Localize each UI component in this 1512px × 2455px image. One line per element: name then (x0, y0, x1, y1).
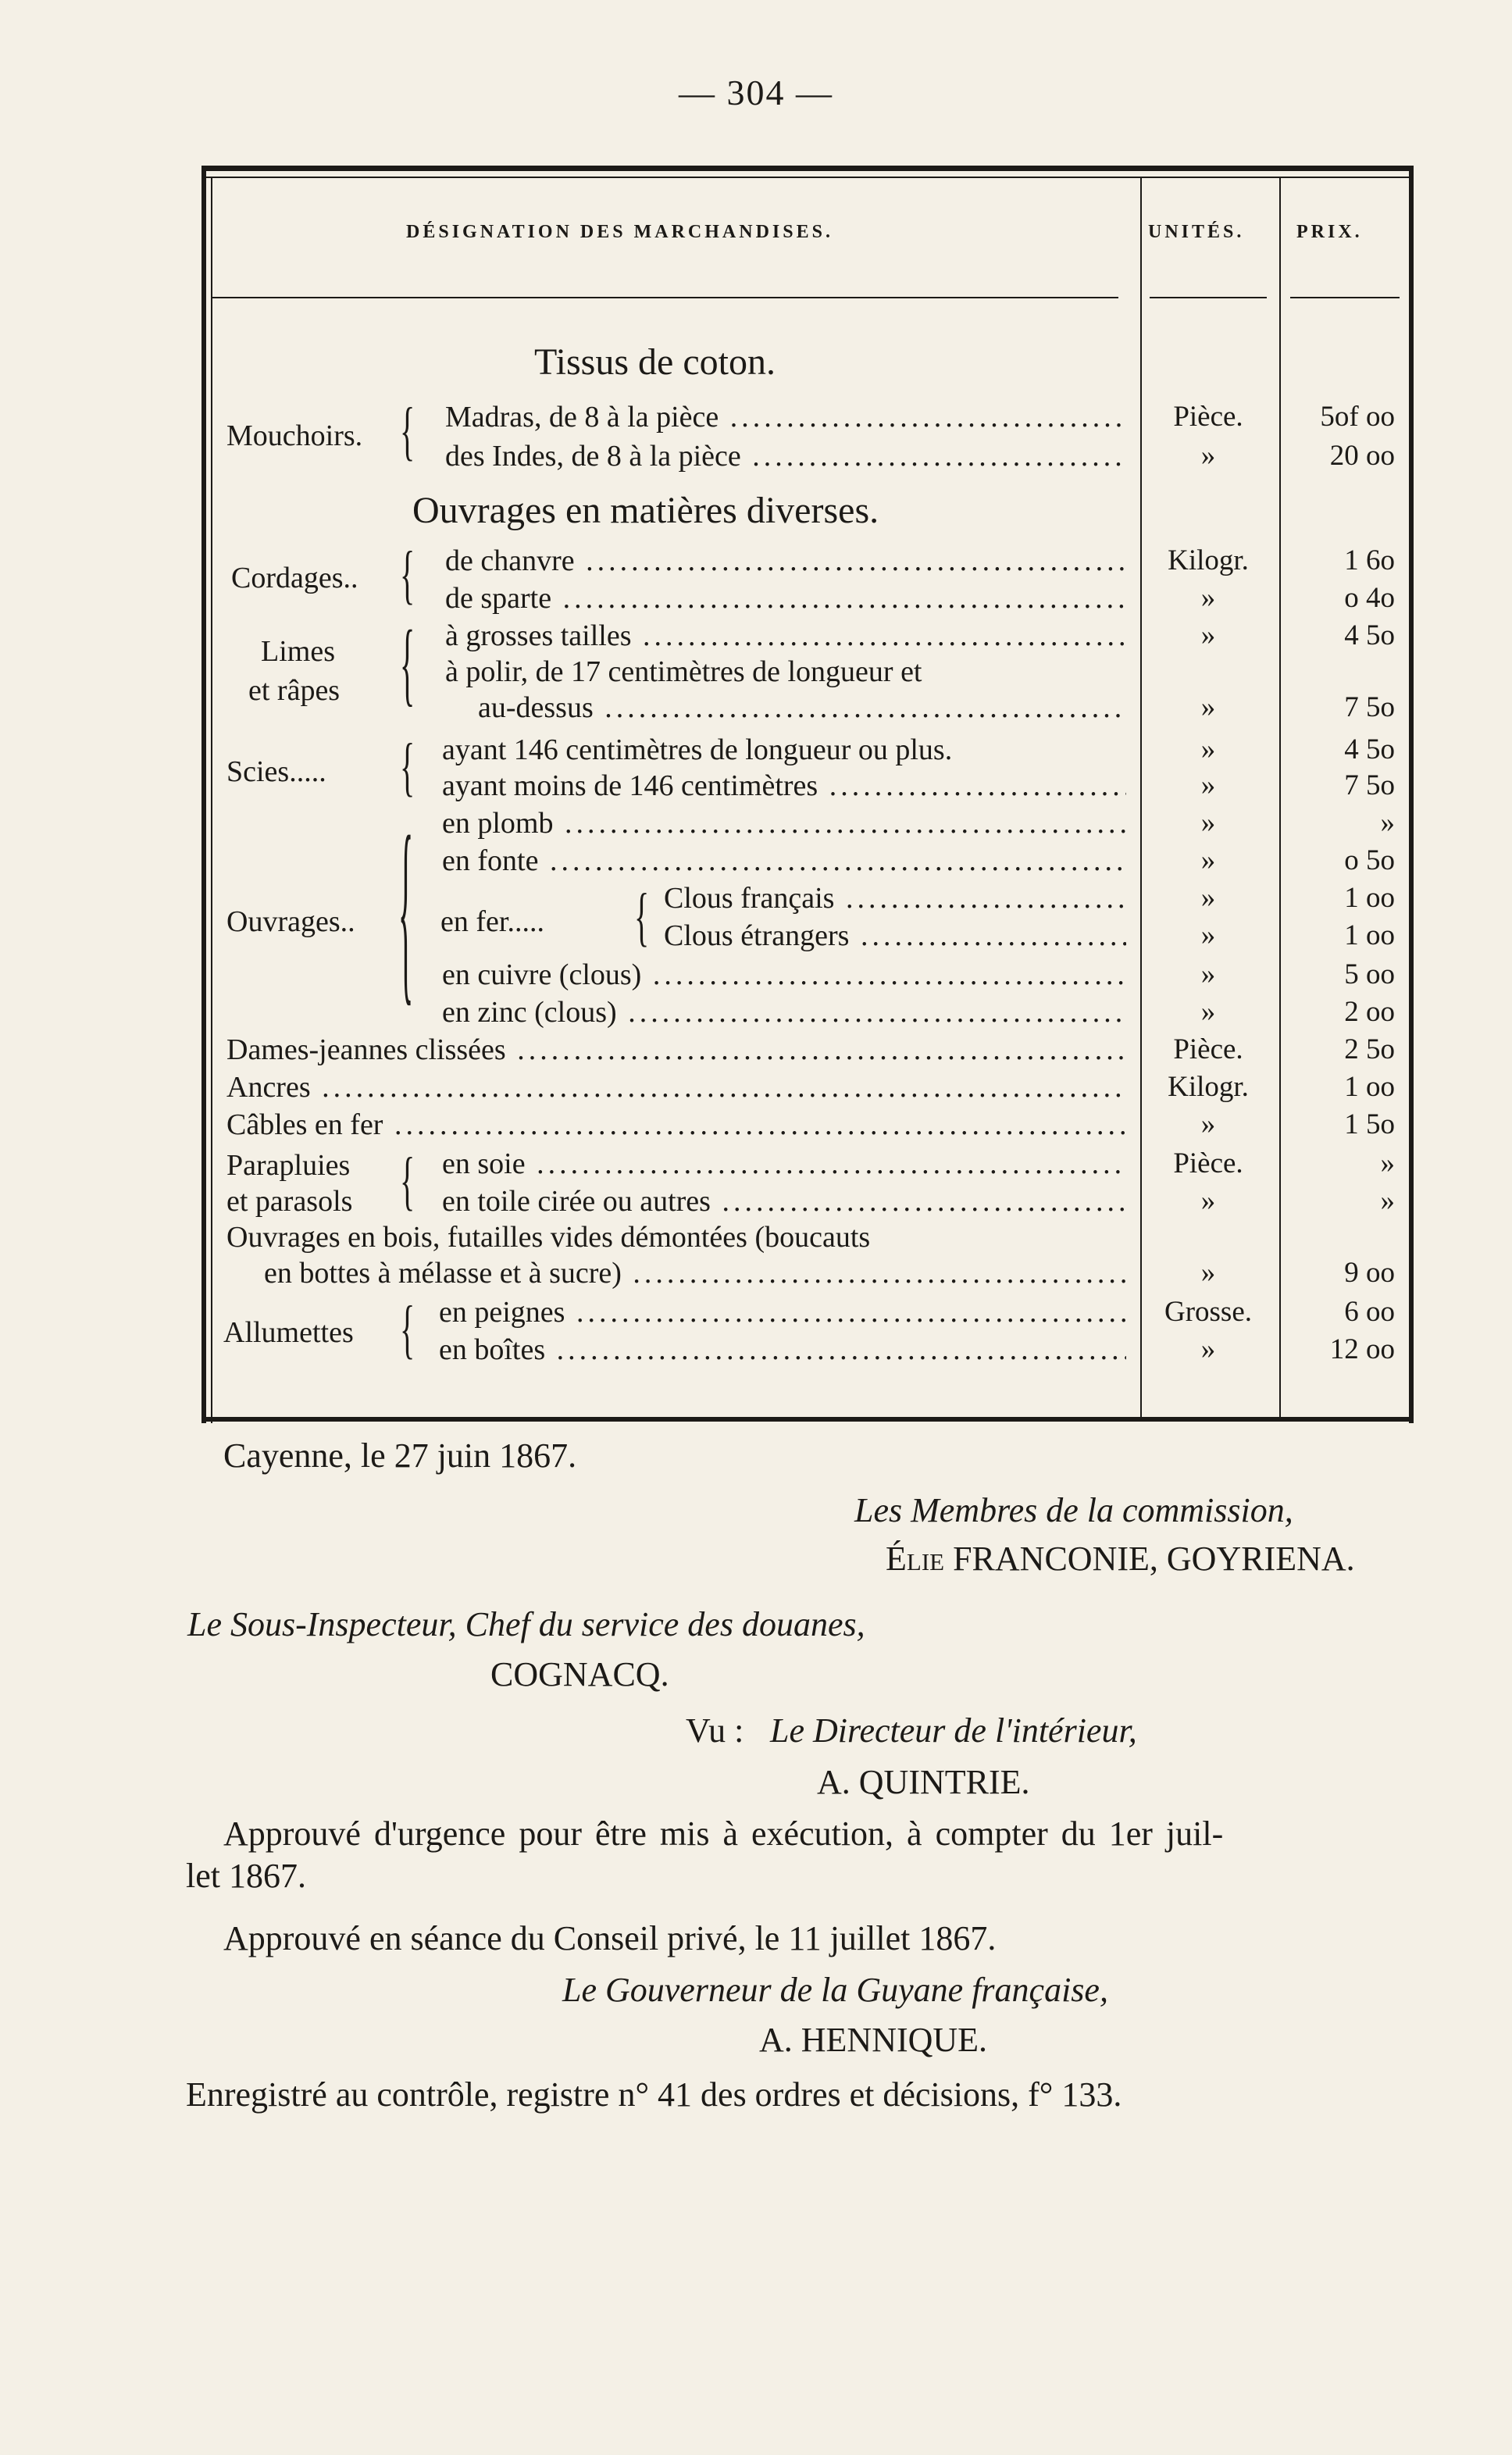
row-label: en soie ..... (442, 1147, 1126, 1181)
header-price: PRIX. (1296, 222, 1363, 242)
members-title: Les Membres de la commission, (854, 1491, 1293, 1529)
row-price: 5of oo (1320, 401, 1395, 433)
row-label: à grosses tailles ..... (445, 619, 1126, 653)
row-label: en boîtes ..... (439, 1333, 1126, 1367)
header-rule-designation (212, 297, 1118, 298)
row-label: en cuivre (clous) ..... (442, 958, 1126, 992)
group-limes: Limes (261, 635, 335, 668)
row-unit: Pièce. (1173, 401, 1243, 433)
row-price: 1 oo (1344, 919, 1395, 951)
directeur-name: A. QUINTRIE. (817, 1763, 1030, 1801)
row-price: 4 5o (1344, 619, 1395, 651)
header-rule-units (1150, 297, 1267, 298)
table-left-border-thin (211, 177, 212, 1423)
row-price: 12 oo (1329, 1333, 1395, 1365)
row-unit: » (1200, 919, 1216, 951)
row-unit: » (1200, 1185, 1216, 1217)
row-price: 2 5o (1344, 1033, 1395, 1065)
group-mouchoirs: Mouchoirs. (226, 419, 363, 452)
row-price: 1 oo (1344, 1071, 1395, 1103)
row-label: ayant moins de 146 centimètres ..... (442, 769, 1126, 803)
brace-icon: { (400, 610, 415, 715)
row-price: 1 oo (1344, 882, 1395, 914)
row-label: à polir, de 17 centimètres de longueur et (445, 655, 922, 688)
approuve-line-1: Approuvé d'urgence pour être mis à exécution, à compter du 1er juil- (223, 1814, 1224, 1853)
row-label: de chanvre ..... (445, 544, 1126, 578)
section-title-cotton: Tissus de coton. (534, 341, 776, 383)
row-label: au-dessus ..... (478, 690, 1126, 725)
sous-inspecteur-name: COGNACQ. (490, 1655, 669, 1693)
group-ouvrages: Ouvrages.. (226, 905, 355, 938)
row-unit: » (1200, 619, 1216, 651)
header-rule-price (1290, 297, 1400, 298)
row-label: des Indes, de 8 à la pièce ..... (445, 439, 1126, 473)
row-label: en toile cirée ou autres ..... (442, 1184, 1126, 1219)
table-left-border (201, 166, 206, 1423)
row-label: Madras, de 8 à la pièce ..... (445, 400, 1126, 434)
row-price: 2 oo (1344, 996, 1395, 1028)
row-price: » (1380, 1185, 1395, 1217)
row-label: Ouvrages en bois, futailles vides démontées (boucauts (226, 1221, 871, 1254)
row-price: 20 oo (1329, 440, 1395, 472)
row-label: Clous français ..... (664, 881, 1126, 915)
row-unit: » (1200, 733, 1216, 765)
row-price: 7 5o (1344, 691, 1395, 723)
group-cordages: Cordages.. (231, 562, 358, 594)
table-top-rule-thin (201, 177, 1414, 178)
row-price: 7 5o (1344, 769, 1395, 801)
header-units: UNITÉS. (1148, 222, 1245, 242)
row-price: » (1380, 807, 1395, 839)
row-price: o 5o (1344, 844, 1395, 876)
row-label: en zinc (clous) ..... (442, 995, 1126, 1029)
group-en-fer: en fer..... (440, 905, 544, 938)
row-label: de sparte ..... (445, 581, 1126, 616)
group-limes-2: et râpes (248, 674, 341, 707)
row-price: 6 oo (1344, 1296, 1395, 1328)
row-unit: » (1200, 582, 1216, 614)
row-unit: » (1200, 958, 1216, 990)
row-label: Dames-jeannes clissées ..... (226, 1033, 1126, 1067)
row-unit: » (1200, 882, 1216, 914)
brace-icon: { (634, 879, 650, 954)
row-label: Câbles en fer ..... (226, 1108, 1126, 1142)
brace-icon: { (400, 1143, 415, 1218)
row-unit: » (1200, 769, 1216, 801)
brace-icon: { (398, 792, 414, 1025)
sous-inspecteur: Le Sous-Inspecteur, Chef du service des douanes, (187, 1605, 865, 1643)
enregistre: Enregistré au contrôle, registre n° 41 des ordres et décisions, f° 133. (186, 2075, 1122, 2114)
row-label: Ancres ..... (226, 1070, 1126, 1104)
directeur: Le Directeur de l'intérieur, (770, 1711, 1137, 1750)
row-unit: » (1200, 1108, 1216, 1140)
row-unit: » (1200, 844, 1216, 876)
approuve-conseil: Approuvé en séance du Conseil privé, le 11 juillet 1867. (223, 1919, 997, 1957)
row-label: Clous étrangers ..... (664, 919, 1126, 953)
group-scies: Scies..... (226, 755, 326, 788)
row-unit: Grosse. (1164, 1296, 1252, 1328)
page-number: — 304 — (679, 73, 833, 112)
group-parapluies: Parapluies (226, 1149, 351, 1182)
row-unit: » (1200, 1333, 1216, 1365)
row-price: 1 5o (1344, 1108, 1395, 1140)
row-unit: Pièce. (1173, 1147, 1243, 1179)
group-parapluies-2: et parasols (226, 1185, 353, 1218)
row-unit: » (1200, 440, 1216, 472)
row-price: 5 oo (1344, 958, 1395, 990)
row-price: 4 5o (1344, 733, 1395, 765)
row-label: en peignes ..... (439, 1295, 1126, 1329)
row-price: » (1380, 1147, 1395, 1179)
row-label: en fonte ..... (442, 844, 1126, 878)
brace-icon: { (400, 1291, 415, 1366)
header-designation: DÉSIGNATION DES MARCHANDISES. (406, 222, 833, 242)
table-bottom-rule (201, 1417, 1414, 1422)
gouverneur-name: A. HENNIQUE. (759, 2021, 988, 2059)
row-price: 9 oo (1344, 1257, 1395, 1289)
row-unit: » (1200, 807, 1216, 839)
row-unit: » (1200, 691, 1216, 723)
place-date: Cayenne, le 27 juin 1867. (223, 1436, 577, 1475)
approuve-line-2: let 1867. (186, 1857, 306, 1895)
members-names: Élie FRANCONIE, GOYRIENA. (886, 1540, 1355, 1578)
row-unit: Pièce. (1173, 1033, 1243, 1065)
table-right-border (1409, 166, 1414, 1423)
row-unit: » (1200, 1257, 1216, 1289)
table-top-rule (201, 166, 1414, 171)
brace-icon: { (400, 393, 415, 468)
row-price: 1 6o (1344, 544, 1395, 576)
section-title-various: Ouvrages en matières diverses. (412, 490, 879, 531)
brace-icon: { (400, 537, 415, 612)
group-allumettes: Allumettes (223, 1316, 354, 1349)
row-label: en plomb ..... (442, 806, 1126, 840)
row-unit: Kilogr. (1168, 544, 1249, 576)
gouverneur: Le Gouverneur de la Guyane française, (562, 1971, 1108, 2009)
row-price: o 4o (1344, 582, 1395, 614)
row-unit: Kilogr. (1168, 1071, 1249, 1103)
vu-label: Vu : (686, 1711, 744, 1750)
row-label: en bottes à mélasse et à sucre) ..... (264, 1256, 1126, 1290)
row-label: ayant 146 centimètres de longueur ou plus. (442, 733, 953, 766)
row-unit: » (1200, 996, 1216, 1028)
brace-icon: { (400, 729, 415, 804)
